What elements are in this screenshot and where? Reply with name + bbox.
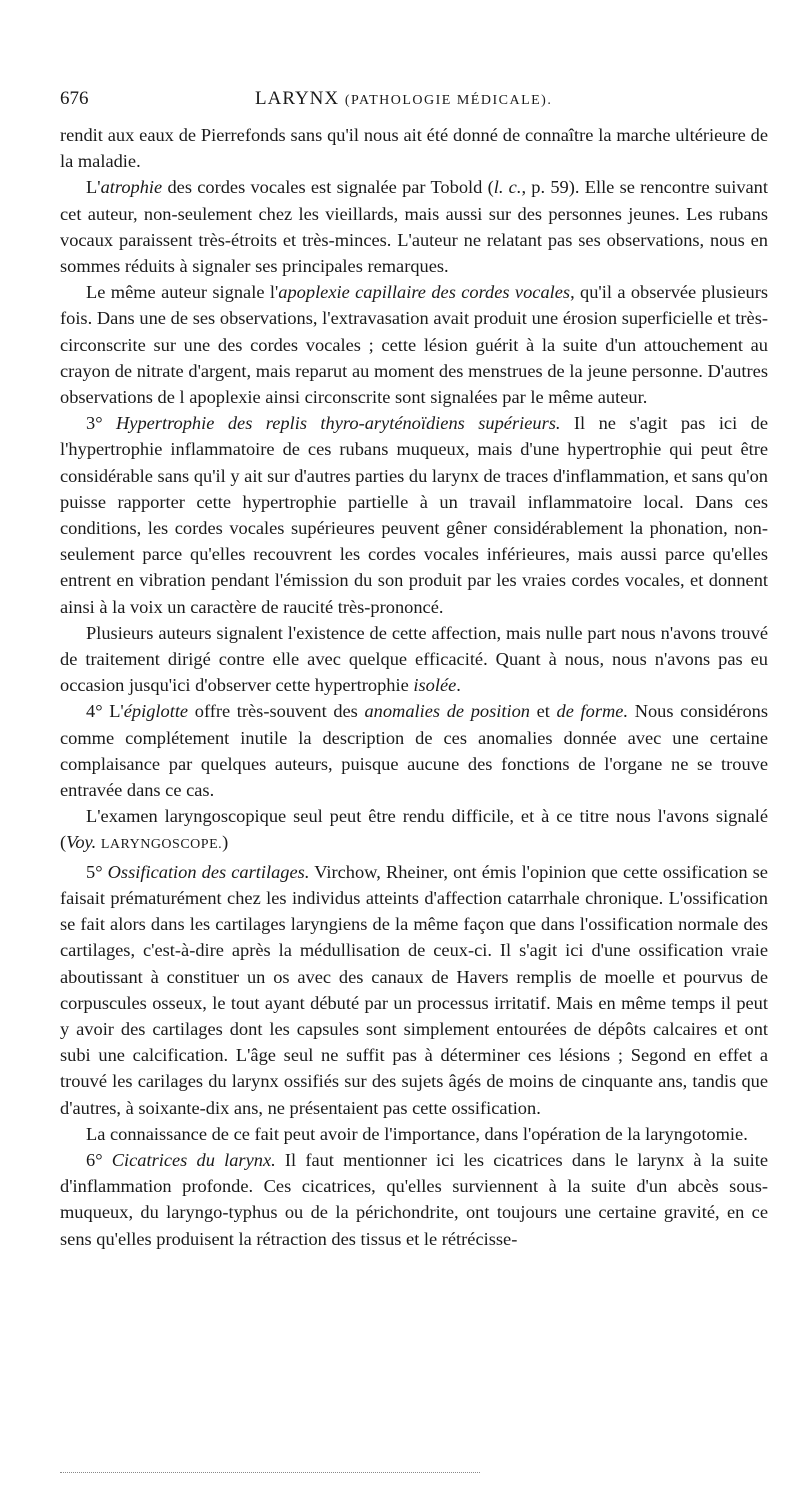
section-heading: Hypertrophie des replis thyro-aryténoïdiens supérieurs. — [116, 413, 561, 434]
section-heading: Cicatrices du larynx. — [111, 1149, 276, 1170]
footer-rule — [60, 1472, 480, 1475]
paragraph: Plusieurs auteurs signalent l'existence de cette affection, mais nulle part nous n'avons trouvé de traitement dirigé contre elle avec quelque efficacité. Quant à nous, nous n'avons pas eu occasion jusqu'ici d'observer cette hypertrophie isolée. — [60, 622, 768, 696]
paragraph: L'atrophie des cordes vocales est signalée par Tobold (l. c., p. 59). Elle se rencontre suivant cet auteur, non-seulement chez les vieillards, mais aussi sur des personnes jeunes. Les rubans vocaux paraissent très-étroits et très-minces. L'auteur ne relatant pas ses observations, nous en sommes réduits à signaler ses principales remarques. — [60, 177, 768, 277]
paragraph: Le même auteur signale l'apoplexie capillaire des cordes vocales, qu'il a observée plusieurs fois. Dans une de ses observations, l'extravasation avait produit une érosion superficielle et très-circonscrite sur une des cordes vocales ; cette lésion guérit à la suite d'un attouchement au crayon de nitrate d'argent, mais reparut au moment des menstrues de la jeune personne. D'autres observations de l apoplexie ainsi circonscrite sont signalées par le même auteur. — [60, 282, 768, 408]
paragraph: 3° Hypertrophie des replis thyro-aryténoïdiens supérieurs. Il ne s'agit pas ici de l'hypertrophie inflammatoire de ces rubans muqueux, mais d'une hypertrophie qui peut être considérable sans qu'il y ait sur d'autres parties du larynx de traces d'inflammation, et sans qu'on puisse rapporter cette hypertrophie partielle à un travail inflammatoire local. Dans ces conditions, les cordes vocales supérieures peuvent gêner considérablement la phonation, non-seulement parce qu'elles recouvrent les cordes vocales inférieures, mais aussi parce qu'elles entrent en vibration pendant l'émission du son produit par les vraies cordes vocales, et donnent ainsi à la voix un caractère de raucité très-prononcé. — [60, 413, 768, 617]
section-heading: Ossification des cartilages. — [107, 861, 310, 882]
paragraph: 4° L'épiglotte offre très-souvent des anomalies de position et de forme. Nous considérons comme complétement inutile la description de ces anomalies donnée avec une certaine complaisance par quelques auteurs, puisque aucune des fonctions de l'organe ne se trouve entravée dans ce cas. — [60, 701, 769, 801]
page-body — [60, 122, 768, 1252]
running-title-main: LARYNX — [255, 88, 340, 109]
paragraph: 6° Cicatrices du larynx. Il faut mentionner ici les cicatrices dans le larynx à la suite d'inflammation profonde. Ces cicatrices, qu'elles surviennent à la suite d'un abcès sous-muqueux, du laryngo-typhus ou de la périchondrite, ont toujours une certaine gravité, en ce sens qu'elles produisent la rétraction des tissus et le rétrécisse- — [60, 1149, 768, 1249]
paragraph: L'examen laryngoscopique seul peut être rendu difficile, et à ce titre nous l'avons signalé (Voy. LARYNGOSCOPE.) — [60, 806, 768, 853]
page-number: 676 — [60, 88, 89, 109]
paragraph: rendit aux eaux de Pierrefonds sans qu'il nous ait été donné de connaître la marche ultérieure de la maladie. — [60, 125, 768, 172]
paragraph: 5° Ossification des cartilages. Virchow, Rheiner, ont émis l'opinion que cette ossification se faisait prématurément chez les individus atteints d'affection catarrhale chronique. L'ossification se fait alors dans les cartilages laryngiens de la même façon que dans l'ossification normale des cartilages, c'est-à-dire après la médullisation de ceux-ci. Il s'agit ici d'une ossification vraie aboutissant à constituer un os avec des canaux de Havers remplis de moelle et pourvus de corpuscules osseux, le tout ayant débuté par un processus irritatif. Mais en même temps il peut y avoir des cartilages dont les capsules sont simplement entourées de dépôts calcaires et ont subi une calcification. L'âge seul ne suffit pas à déterminer ces lésions ; Segond en effet a trouvé les carilages du larynx ossifiés sur des sujets âgés de moins de cinquante ans, tandis que d'autres, à soixante-dix ans, ne présentaient pas cette ossification. — [60, 861, 768, 1118]
section-heading: épiglotte — [123, 701, 189, 722]
running-header — [60, 88, 765, 116]
paragraph: La connaissance de ce fait peut avoir de l'importance, dans l'opération de la laryngotomie. — [86, 1123, 748, 1144]
cross-reference: LARYNGOSCOPE. — [100, 837, 223, 853]
running-title-sub: (PATHOLOGIE MÉDICALE). — [344, 93, 553, 108]
running-title — [255, 88, 552, 110]
